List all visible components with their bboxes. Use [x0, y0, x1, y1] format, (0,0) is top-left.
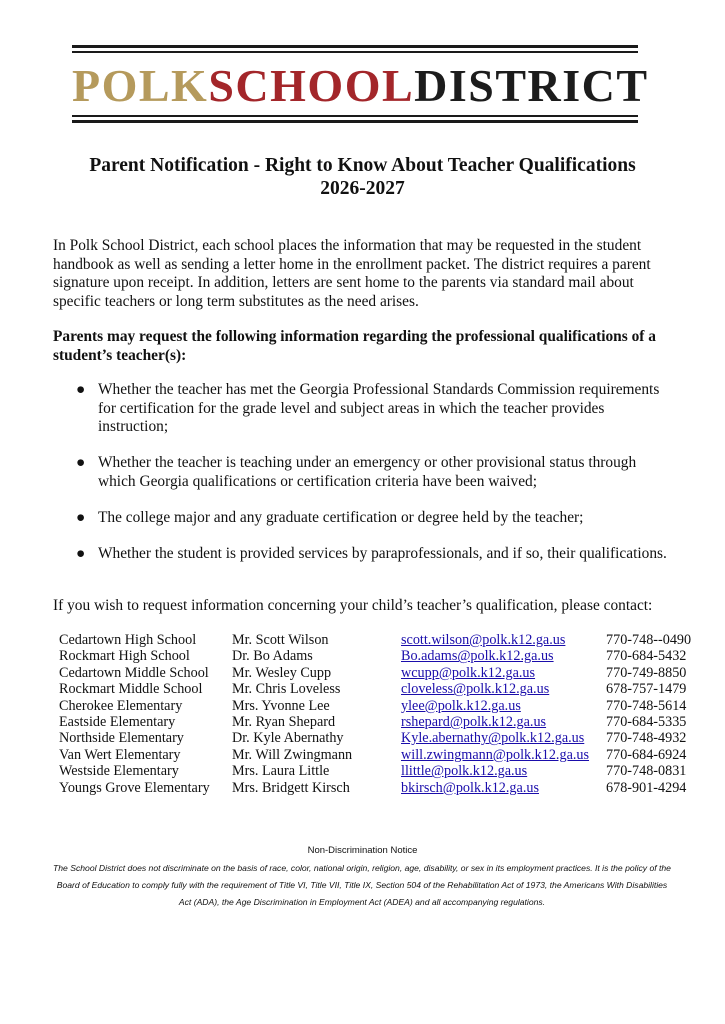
- notice-body: The School District does not discriminate on the basis of race, color, national origin, religion, age, disability, or sex in its employment practices. It is the policy of the Board of Education to comply fully with the requirement of Title VI, Title VII, Title IX, Section 504 of the Rehabilitation Act of 1973, the Americans With Disabilities Act (ADA), the Age Discrimination in Employment Act (ADEA) and all accompanying regulations.: [53, 863, 671, 907]
- contact-name-cell: Mr. Chris Loveless: [232, 681, 341, 698]
- phone-cell: 770-748-4932: [606, 730, 687, 747]
- email-link[interactable]: Bo.adams@polk.k12.ga.us: [401, 648, 554, 665]
- header-rule-top-thin: [72, 51, 638, 53]
- list-item-text: The college major and any graduate certification or degree held by the teacher;: [98, 508, 584, 526]
- contact-name-cell: Mrs. Yvonne Lee: [232, 697, 330, 714]
- school-cell: Van Wert Elementary: [59, 746, 181, 763]
- school-cell: Eastside Elementary: [59, 714, 176, 731]
- table-row: [59, 632, 691, 648]
- school-cell: Cherokee Elementary: [59, 697, 183, 714]
- list-item: [53, 381, 673, 437]
- table-row: [59, 681, 691, 697]
- bullet-icon: ●: [76, 508, 86, 526]
- contact-intro: If you wish to request information concerning your child’s teacher’s qualification, please contact:: [53, 597, 653, 614]
- title-line-1: Parent Notification - Right to Know About Teacher Qualifications: [89, 155, 636, 176]
- phone-cell: 770-748-5614: [606, 697, 687, 714]
- qualification-list: [53, 381, 673, 581]
- title-year: 2026-2027: [320, 178, 405, 199]
- header-rule-bottom: [72, 120, 638, 123]
- table-row: [59, 665, 691, 681]
- list-item-text: Whether the teacher is teaching under an emergency or other provisional status through which Georgia qualifications or certification criteria have been waived;: [98, 454, 637, 490]
- logo-district: DISTRICT: [414, 60, 649, 111]
- list-item: [53, 509, 673, 528]
- school-cell: Youngs Grove Elementary: [59, 779, 210, 796]
- school-cell: Westside Elementary: [59, 763, 179, 780]
- email-link[interactable]: Kyle.abernathy@polk.k12.ga.us: [401, 730, 585, 747]
- phone-cell: 770-748--0490: [606, 632, 692, 648]
- notice-title: Non-Discrimination Notice: [307, 845, 418, 856]
- email-link[interactable]: scott.wilson@polk.k12.ga.us: [401, 632, 566, 648]
- contact-name-cell: Mrs. Bridgett Kirsch: [232, 779, 350, 796]
- page-title: [40, 154, 685, 200]
- email-link[interactable]: wcupp@polk.k12.ga.us: [401, 664, 536, 681]
- contact-name-cell: Mr. Will Zwingmann: [232, 746, 353, 763]
- email-link[interactable]: bkirsch@polk.k12.ga.us: [401, 779, 539, 796]
- contact-name-cell: Dr. Bo Adams: [232, 648, 313, 665]
- list-item: [53, 454, 673, 491]
- bullet-icon: ●: [76, 454, 86, 471]
- lead-paragraph: Parents may request the following information regarding the professional qualifications of a student’s teacher(s):: [53, 328, 656, 364]
- bullet-icon: ●: [76, 544, 86, 562]
- table-row: [59, 763, 691, 779]
- header-rule-top: [72, 45, 638, 48]
- table-row: [59, 780, 691, 796]
- contact-name-cell: Mrs. Laura Little: [232, 763, 330, 780]
- school-cell: Rockmart High School: [59, 648, 190, 665]
- list-item-text: Whether the student is provided services by paraprofessionals, and if so, their qualifications.: [98, 544, 667, 562]
- district-logo: [72, 60, 649, 111]
- table-row: [59, 730, 691, 746]
- contact-name-cell: Mr. Ryan Shepard: [232, 714, 336, 731]
- phone-cell: 770-749-8850: [606, 664, 687, 681]
- table-row: [59, 648, 691, 664]
- phone-cell: 678-757-1479: [606, 681, 687, 698]
- email-link[interactable]: ylee@polk.k12.ga.us: [401, 697, 521, 714]
- school-cell: Cedartown High School: [59, 632, 197, 648]
- bullet-icon: ●: [76, 381, 86, 398]
- district-header: [72, 45, 649, 123]
- header-rule-bottom-thin: [72, 115, 638, 117]
- table-row: [59, 714, 691, 730]
- school-cell: Cedartown Middle School: [59, 664, 209, 681]
- contacts-table: [59, 632, 691, 796]
- phone-cell: 770-684-5335: [606, 714, 687, 731]
- email-link[interactable]: cloveless@polk.k12.ga.us: [401, 681, 550, 698]
- intro-paragraph: In Polk School District, each school places the information that may be requested in the student handbook as well as sending a letter home in the enrollment packet. The district requires a parent signature upon receipt. In addition, letters are sent home to the parents via standard mail about specific teachers or long term substitutes as the need arises.: [53, 237, 651, 310]
- school-cell: Northside Elementary: [59, 730, 184, 747]
- logo-polk: POLK: [72, 60, 209, 111]
- phone-cell: 770-684-6924: [606, 746, 687, 763]
- logo-school: SCHOOL: [208, 60, 415, 111]
- email-link[interactable]: rshepard@polk.k12.ga.us: [401, 714, 547, 731]
- phone-cell: 678-901-4294: [606, 779, 687, 796]
- table-row: [59, 698, 691, 714]
- list-item: [53, 545, 673, 564]
- email-link[interactable]: will.zwingmann@polk.k12.ga.us: [401, 746, 590, 763]
- school-cell: Rockmart Middle School: [59, 681, 203, 698]
- contact-name-cell: Mr. Wesley Cupp: [232, 664, 332, 681]
- phone-cell: 770-748-0831: [606, 763, 687, 780]
- contact-name-cell: Dr. Kyle Abernathy: [232, 730, 344, 747]
- email-link[interactable]: llittle@polk.k12.ga.us: [401, 763, 528, 780]
- list-item-text: Whether the teacher has met the Georgia Professional Standards Commission requirements for certification for the grade level and subject areas in which the teacher provides instruction;: [98, 381, 660, 435]
- phone-cell: 770-684-5432: [606, 648, 687, 665]
- table-row: [59, 747, 691, 763]
- contact-name-cell: Mr. Scott Wilson: [232, 632, 329, 648]
